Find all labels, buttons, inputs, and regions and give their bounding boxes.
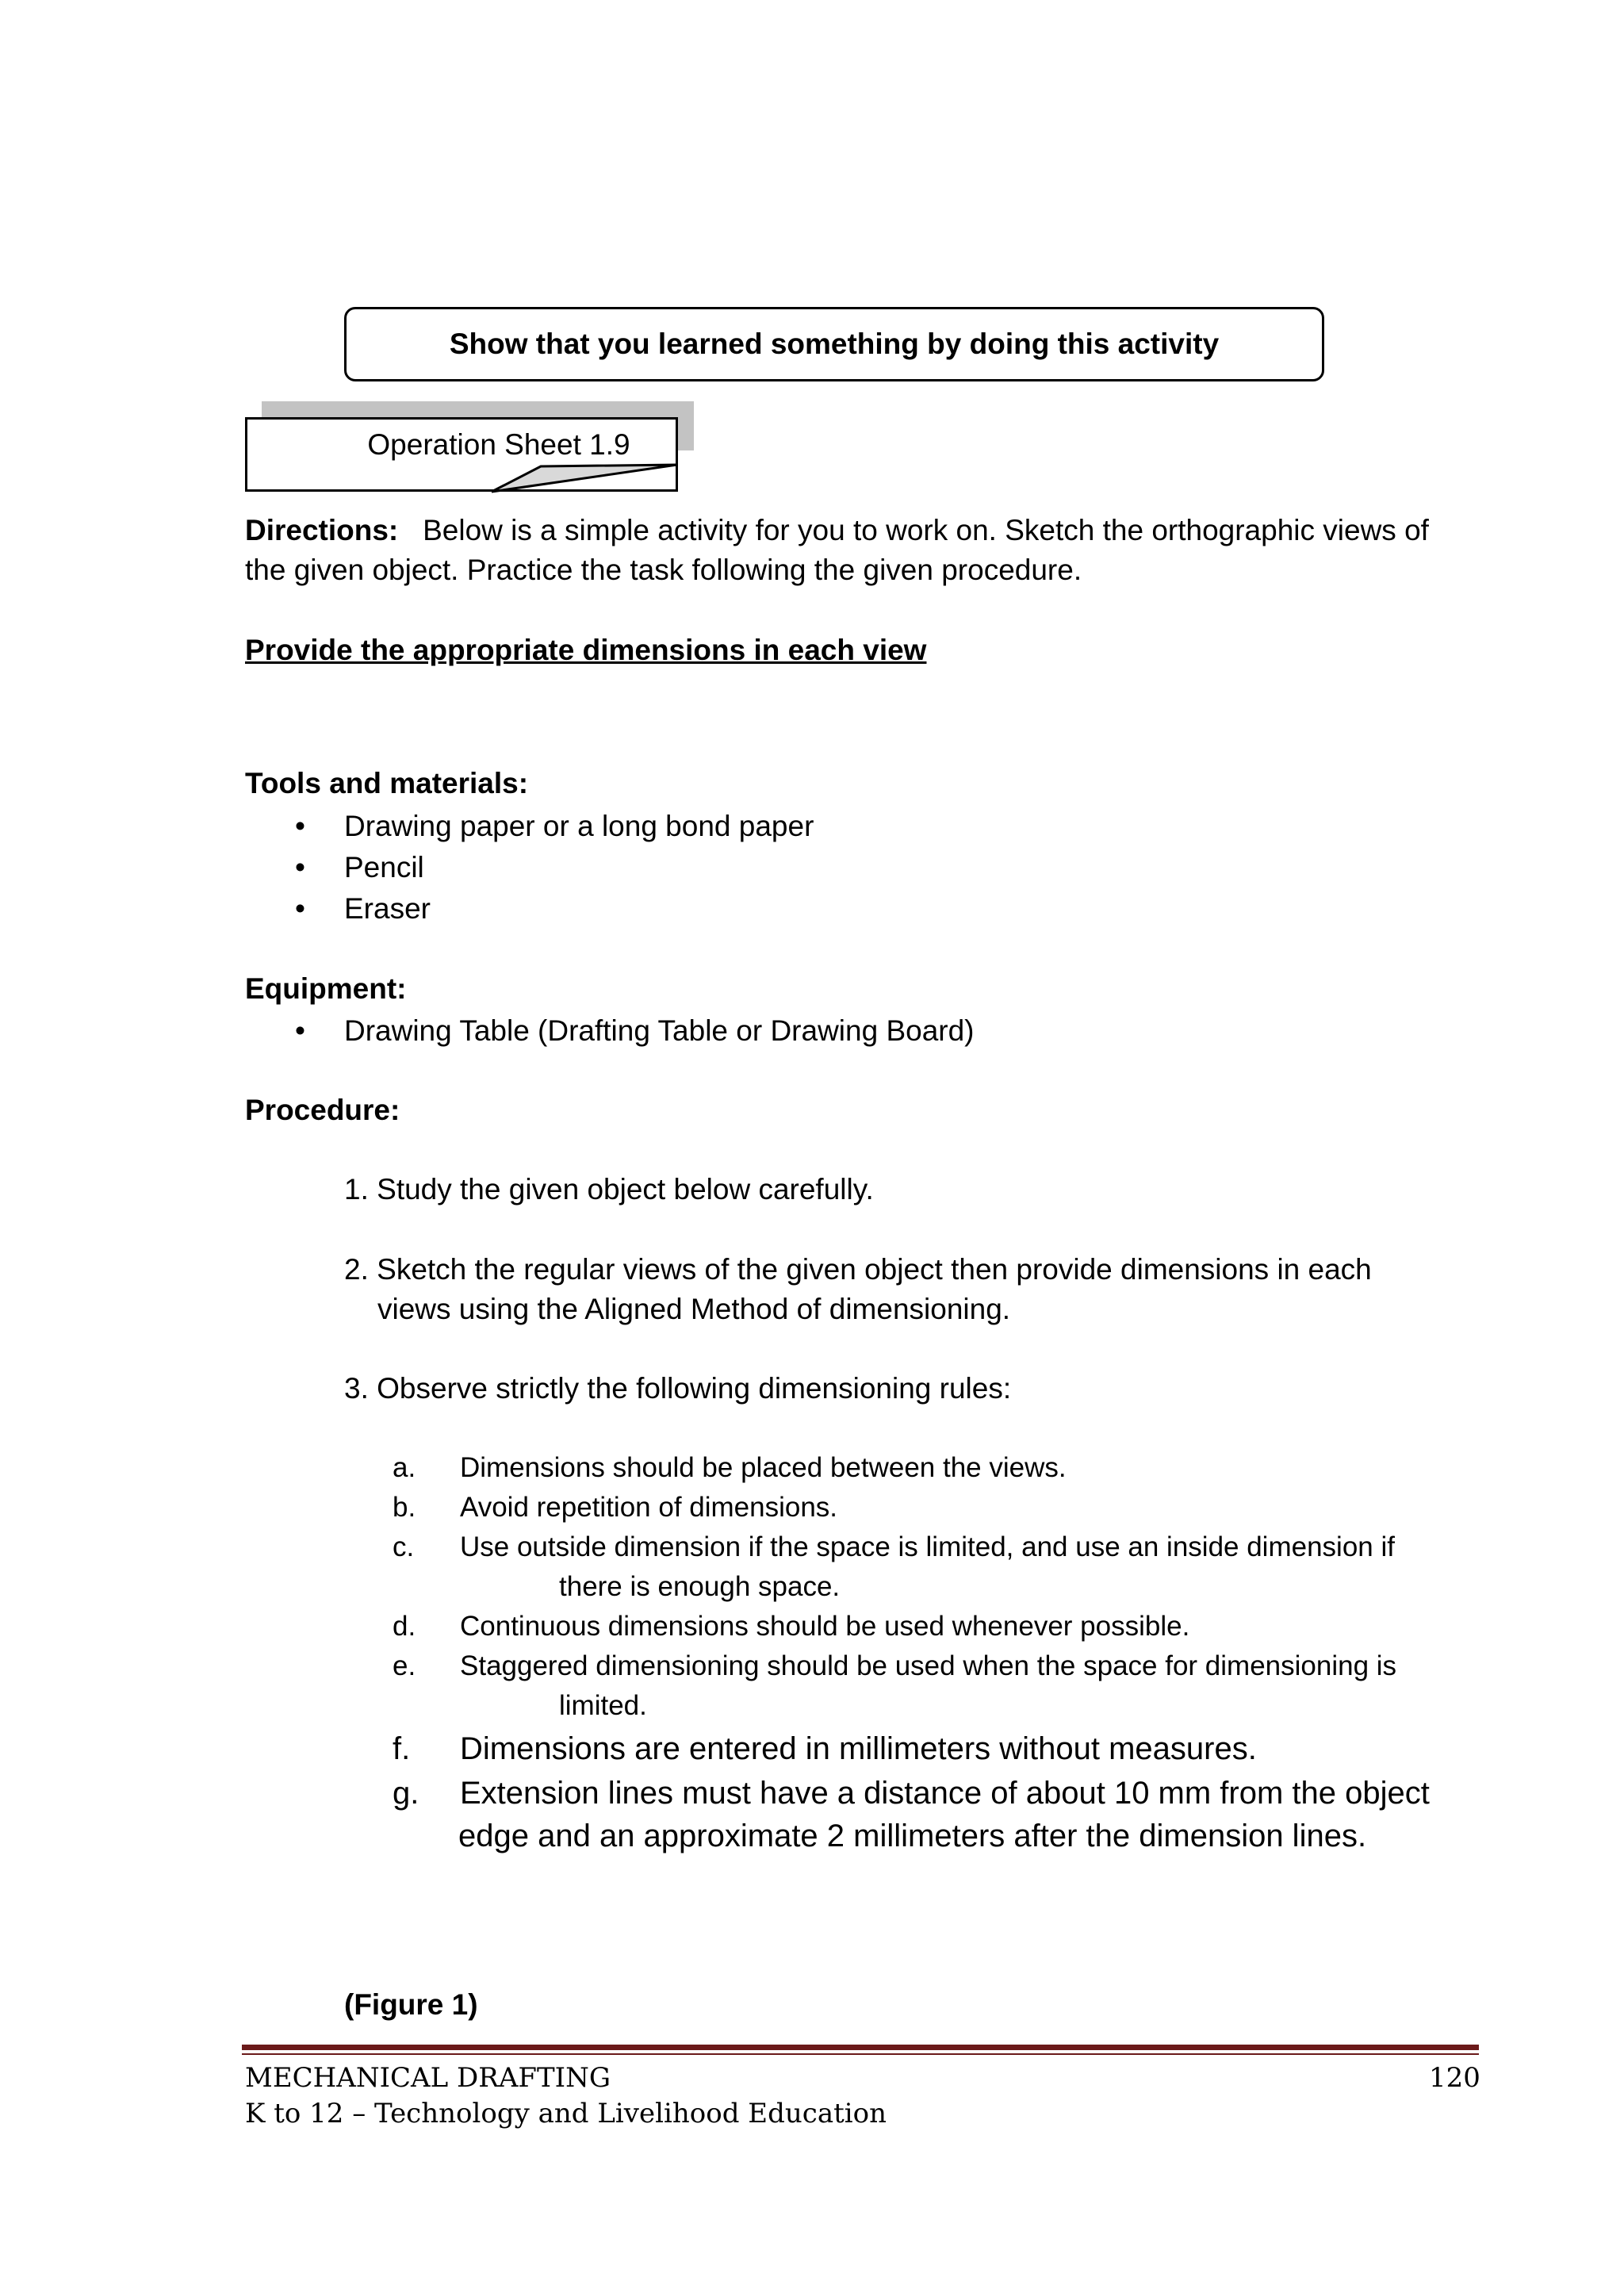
page-number: 120: [1429, 2062, 1480, 2094]
footer-program: K to 12 – Technology and Livelihood Education: [245, 2098, 887, 2129]
rule-item-cont: edge and an approximate 2 millimeters after the dimension lines.: [458, 1819, 1367, 1853]
procedure-step-1: 1. Study the given object below carefully.: [344, 1173, 874, 1205]
footer-rule: [242, 2045, 1479, 2050]
rule-item: f. Dimensions are entered in millimeters without measures.: [393, 1731, 1257, 1766]
directions-label: Directions:: [245, 514, 399, 546]
page-curl-icon: [492, 444, 682, 495]
procedure-step-3: 3. Observe strictly the following dimensioning rules:: [344, 1372, 1012, 1405]
figure-label: (Figure 1): [344, 1988, 478, 2021]
rule-item: b. Avoid repetition of dimensions.: [393, 1492, 838, 1523]
rule-item: g. Extension lines must have a distance of about 10 mm from the object: [393, 1776, 1430, 1811]
footer-rule-thin: [242, 2053, 1479, 2055]
directions-text-1: Below is a simple activity for you to work on. Sketch the orthographic views of: [423, 514, 1429, 546]
operation-sheet-label: Operation Sheet 1.9: [367, 428, 630, 461]
rule-item: e. Staggered dimensioning should be used when the space for dimensioning is: [393, 1650, 1397, 1681]
tools-item: • Pencil: [295, 851, 424, 884]
procedure-step-2: 2. Sketch the regular views of the given object then provide dimensions in each: [344, 1253, 1372, 1286]
directions-line2: the given object. Practice the task following the given procedure.: [245, 554, 1082, 586]
tools-item: • Drawing paper or a long bond paper: [295, 810, 814, 842]
instruction-heading: Provide the appropriate dimensions in each view: [245, 634, 927, 666]
procedure-heading: Procedure:: [245, 1094, 400, 1126]
equipment-heading: Equipment:: [245, 972, 407, 1005]
rule-item-cont: there is enough space.: [559, 1571, 841, 1602]
rule-item: c. Use outside dimension if the space is limited, and use an inside dimension if: [393, 1531, 1395, 1562]
rule-item: d. Continuous dimensions should be used whenever possible.: [393, 1611, 1190, 1642]
procedure-step-2-cont: views using the Aligned Method of dimensioning.: [377, 1293, 1011, 1325]
directions-line1: [245, 511, 1429, 550]
activity-banner-text: Show that you learned something by doing this activity: [449, 328, 1220, 360]
footer-subject: MECHANICAL DRAFTING: [245, 2062, 611, 2094]
activity-banner: [344, 307, 1324, 381]
tools-heading: Tools and materials:: [245, 767, 529, 799]
rule-item: a. Dimensions should be placed between the views.: [393, 1452, 1067, 1483]
tools-item: • Eraser: [295, 892, 431, 925]
equipment-item: • Drawing Table (Drafting Table or Drawing Board): [295, 1014, 975, 1047]
rule-item-cont: limited.: [559, 1690, 647, 1721]
